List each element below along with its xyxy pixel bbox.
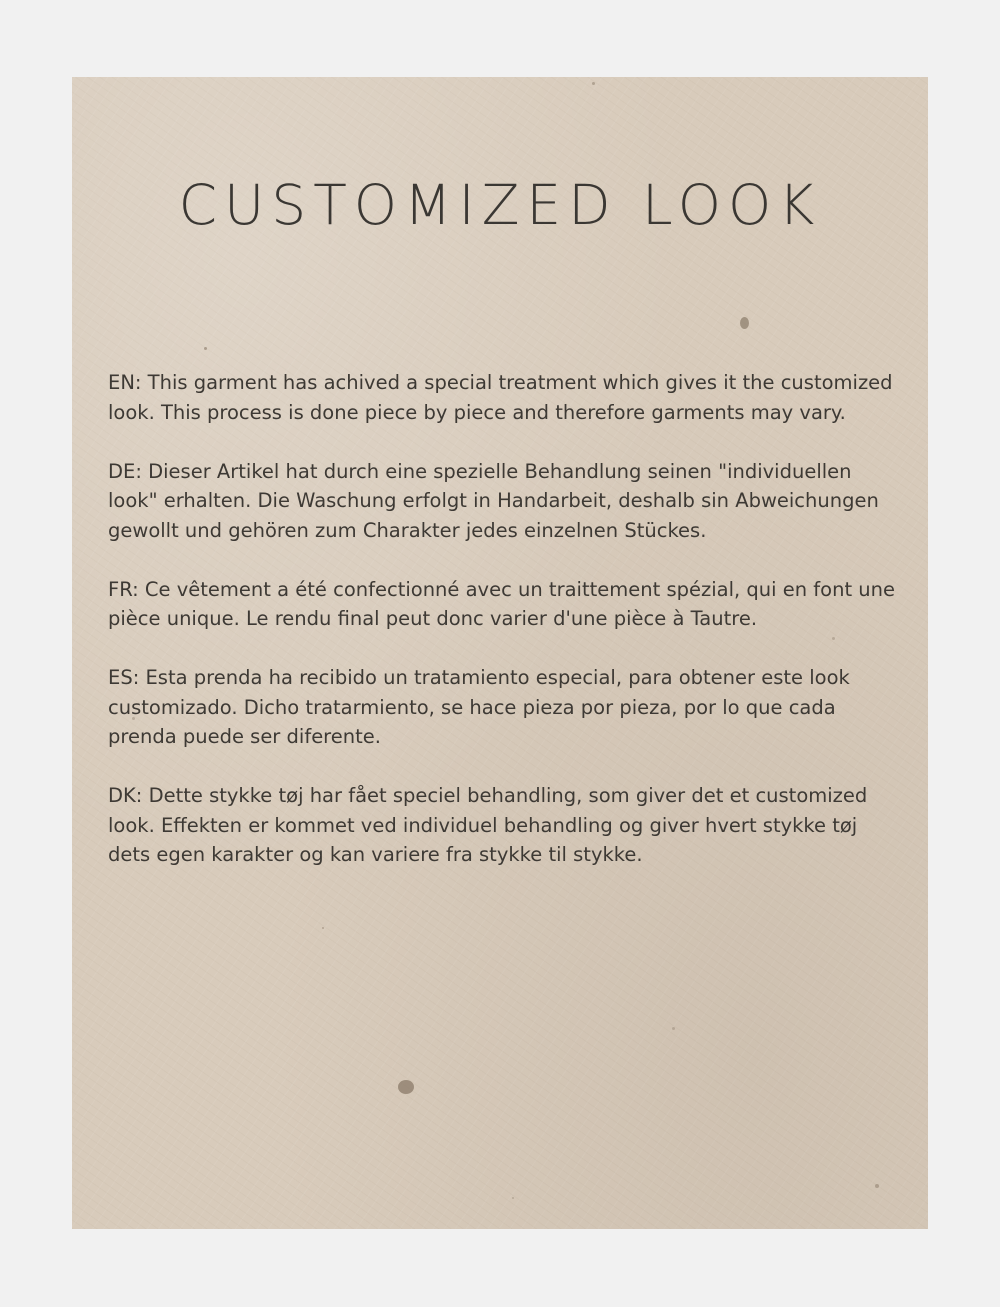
paper-fleck	[592, 82, 595, 85]
paper-fleck	[322, 927, 324, 929]
paper-fleck	[204, 347, 207, 350]
paragraph-dk: DK: Dette stykke tøj har fået speciel behandling, som giver det et customized look. Effekten er kommet ved individuel behandling og giver hvert stykke tøj dets egen karakter og kan variere fra stykke til stykke.	[108, 784, 868, 866]
paragraph-de: DE: Dieser Artikel hat durch eine spezielle Behandlung seinen "individuellen look" erhalten. Die Waschung erfolgt in Handarbeit, deshalb sin Abweichungen gewollt und gehören zum Charakter jedes einzelnen Stückes.	[108, 459, 879, 542]
paper-fleck	[672, 1027, 675, 1030]
paragraph-es: ES: Esta prenda ha recibido un tratamiento especial, para obtener este look customizado. Dicho tratarmiento, se hace pieza por pieza, por lo que cada prenda puede ser diferente.	[108, 666, 850, 748]
paper-fleck	[875, 1184, 879, 1188]
paper-fleck	[398, 1080, 414, 1094]
label-title: CUSTOMIZED LOOK	[178, 173, 822, 237]
paragraph-fr: FR: Ce vêtement a été confectionné avec un traittement spézial, qui en font une pièce unique. Le rendu final peut donc varier d'une pièce à Tautre.	[108, 577, 896, 630]
label-text-block	[108, 368, 898, 899]
paragraph-en: EN: This garment has achived a special treatment which gives it the customized look. This process is done piece by piece and therefore garments may vary.	[108, 371, 893, 424]
paper-fleck	[512, 1197, 514, 1199]
kraft-paper-card	[72, 77, 928, 1229]
paper-fleck	[740, 317, 749, 329]
